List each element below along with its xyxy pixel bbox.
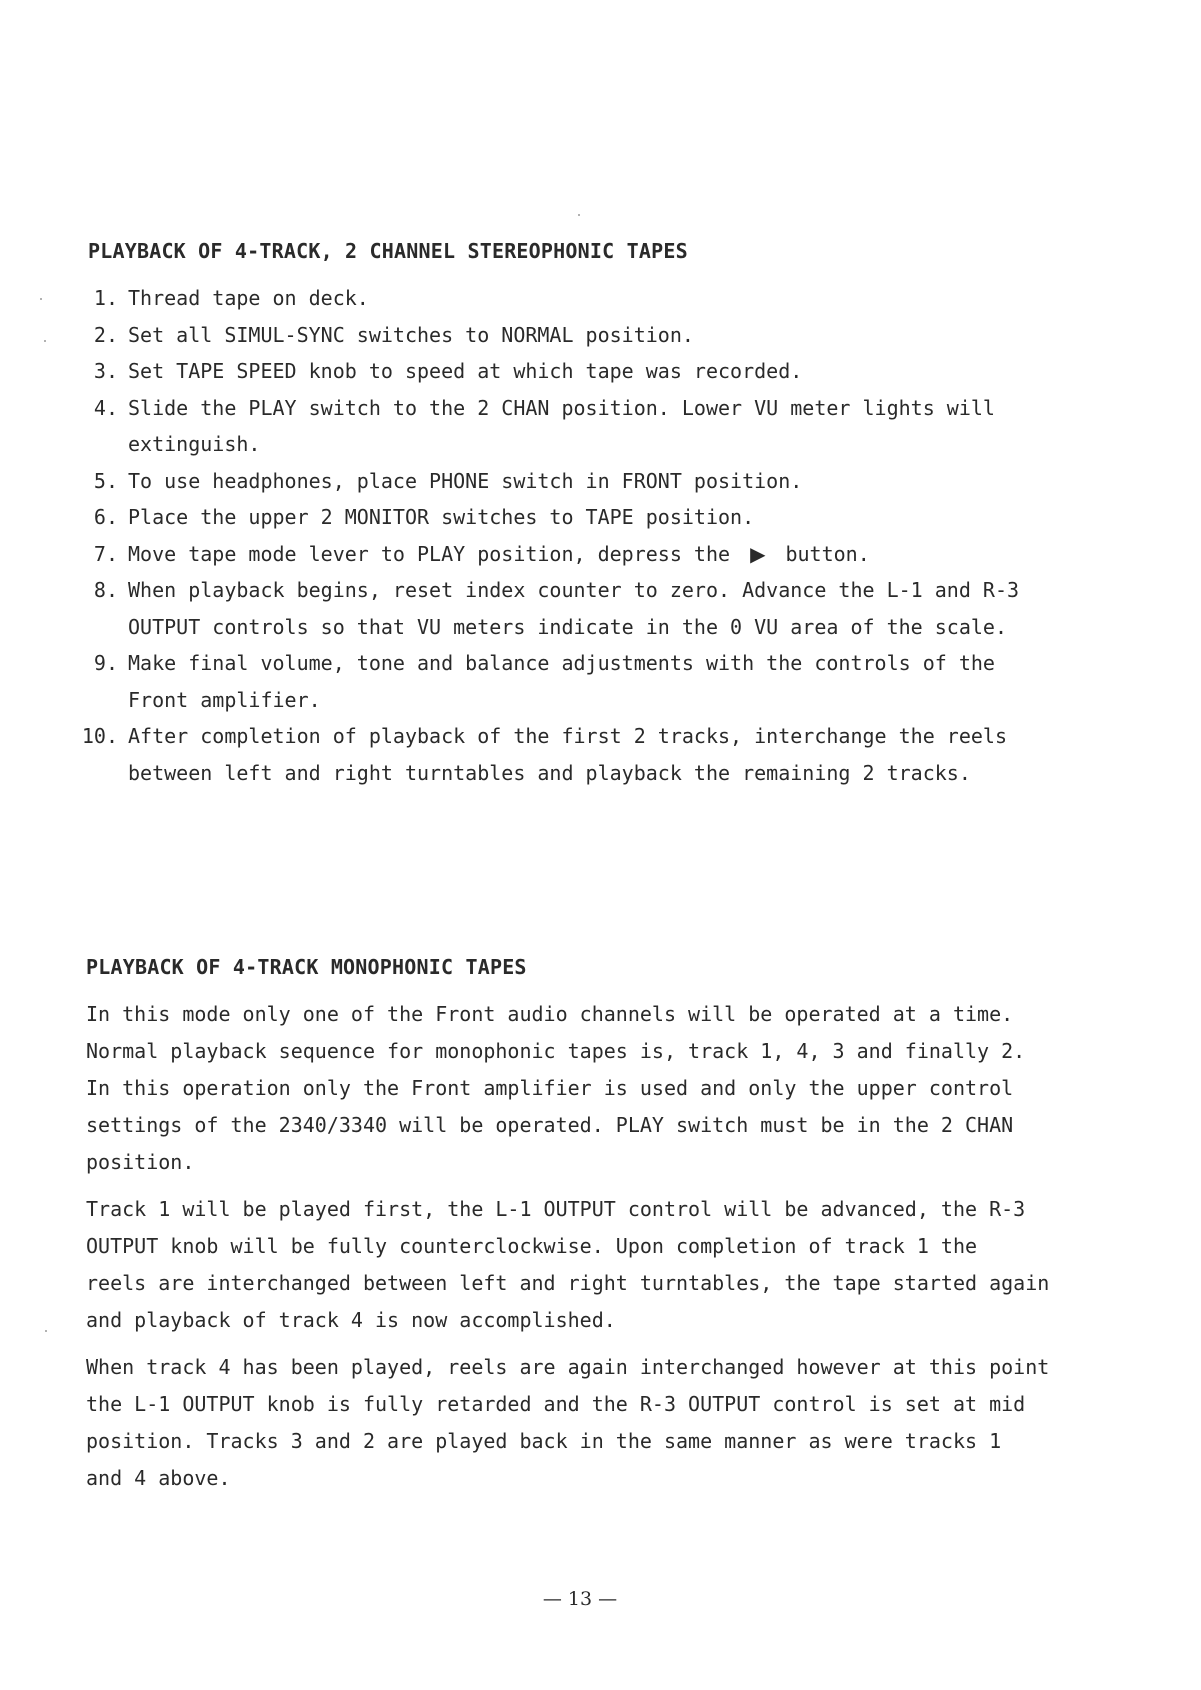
scan-speck [578, 214, 580, 216]
stereo-steps-list [81, 280, 1098, 791]
step-number: 9. [93, 651, 118, 675]
play-icon: ▶ [750, 541, 766, 566]
step-text-after-icon: button. [785, 541, 870, 566]
paragraph-line: Track 1 will be played first, the L-1 OUTPUT control will be advanced, the R-3 [86, 1197, 1026, 1221]
step-text-line: extinguish. [128, 432, 261, 456]
step-item [88, 353, 1098, 390]
scan-speck [44, 340, 46, 342]
step-text-line: Set TAPE SPEED knob to speed at which tape was recorded. [128, 359, 803, 383]
paragraph-line: OUTPUT knob will be fully counterclockwise. Upon completion of track 1 the [86, 1234, 978, 1258]
section-stereo-playback [81, 236, 1098, 791]
paragraph-line: and 4 above. [86, 1466, 231, 1490]
step-number: 4. [93, 395, 118, 420]
step-text-line: Set all SIMUL-SYNC switches to NORMAL position. [128, 322, 694, 347]
step-item [88, 499, 1098, 536]
body-paragraph [86, 996, 1096, 1181]
step-text-line: To use headphones, place PHONE switch in FRONT position. [128, 468, 803, 493]
step-text-line: Slide the PLAY switch to the 2 CHAN position. Lower VU meter lights will [128, 395, 995, 420]
step-text-before-icon: Move tape mode lever to PLAY position, depress the [128, 541, 731, 566]
step-text-line: Place the upper 2 MONITOR switches to TAPE position. [128, 505, 755, 529]
step-text-line: OUTPUT controls so that VU meters indicate in the 0 VU area of the scale. [128, 614, 1007, 639]
step-text-line: Thread tape on deck. [128, 286, 369, 310]
paragraph-line: the L-1 OUTPUT knob is fully retarded and the R-3 OUTPUT control is set at mid [86, 1392, 1026, 1416]
step-number: 8. [93, 578, 118, 602]
step-item [88, 463, 1098, 500]
paragraph-line: In this mode only one of the Front audio channels will be operated at a time. [86, 1002, 1014, 1026]
paragraph-line: In this operation only the Front amplifier is used and only the upper control [86, 1076, 1014, 1100]
step-item [81, 718, 1098, 791]
step-item [88, 317, 1098, 354]
body-paragraph [86, 1349, 1096, 1497]
step-text-line: When playback begins, reset index counter to zero. Advance the L-1 and R-3 [128, 578, 1020, 602]
step-number: 5. [93, 468, 118, 493]
section-heading-mono: PLAYBACK OF 4-TRACK MONOPHONIC TAPES [86, 955, 527, 979]
paragraph-line: position. [86, 1150, 195, 1174]
step-item [88, 536, 1098, 573]
paragraph-line: reels are interchanged between left and right turntables, the tape started again [86, 1271, 1050, 1295]
paragraph-line: and playback of track 4 is now accomplished. [86, 1308, 616, 1332]
step-text-line [128, 536, 1098, 573]
mono-paragraphs [86, 996, 1096, 1497]
step-item [88, 645, 1098, 718]
step-item [88, 280, 1098, 317]
paragraph-line: settings of the 2340/3340 will be operated. PLAY switch must be in the 2 CHAN [86, 1113, 1014, 1137]
step-number: 1. [93, 286, 118, 310]
step-number: 3. [93, 359, 118, 383]
step-number: 10. [81, 724, 118, 748]
step-text-line: between left and right turntables and playback the remaining 2 tracks. [128, 760, 971, 785]
section-heading-stereo: PLAYBACK OF 4-TRACK, 2 CHANNEL STEREOPHONIC TAPES [88, 239, 688, 263]
page-number: — 13 — [542, 1588, 618, 1610]
paragraph-line: position. Tracks 3 and 2 are played back in the same manner as were tracks 1 [86, 1429, 1002, 1453]
paragraph-line: Normal playback sequence for monophonic tapes is, track 1, 4, 3 and finally 2. [86, 1039, 1026, 1063]
step-number: 6. [93, 505, 118, 529]
step-text-line: Front amplifier. [128, 687, 321, 712]
section-mono-playback [86, 952, 1096, 1497]
step-item [88, 572, 1098, 645]
paragraph-line: When track 4 has been played, reels are again interchanged however at this point [86, 1355, 1050, 1379]
step-number: 2. [93, 322, 118, 347]
step-number: 7. [93, 541, 118, 566]
body-paragraph [86, 1191, 1096, 1339]
scan-speck [40, 298, 42, 300]
step-item [88, 390, 1098, 463]
scan-speck [45, 1330, 47, 1332]
step-text-line: After completion of playback of the first 2 tracks, interchange the reels [128, 724, 1007, 748]
step-text-line: Make final volume, tone and balance adjustments with the controls of the [128, 651, 995, 675]
